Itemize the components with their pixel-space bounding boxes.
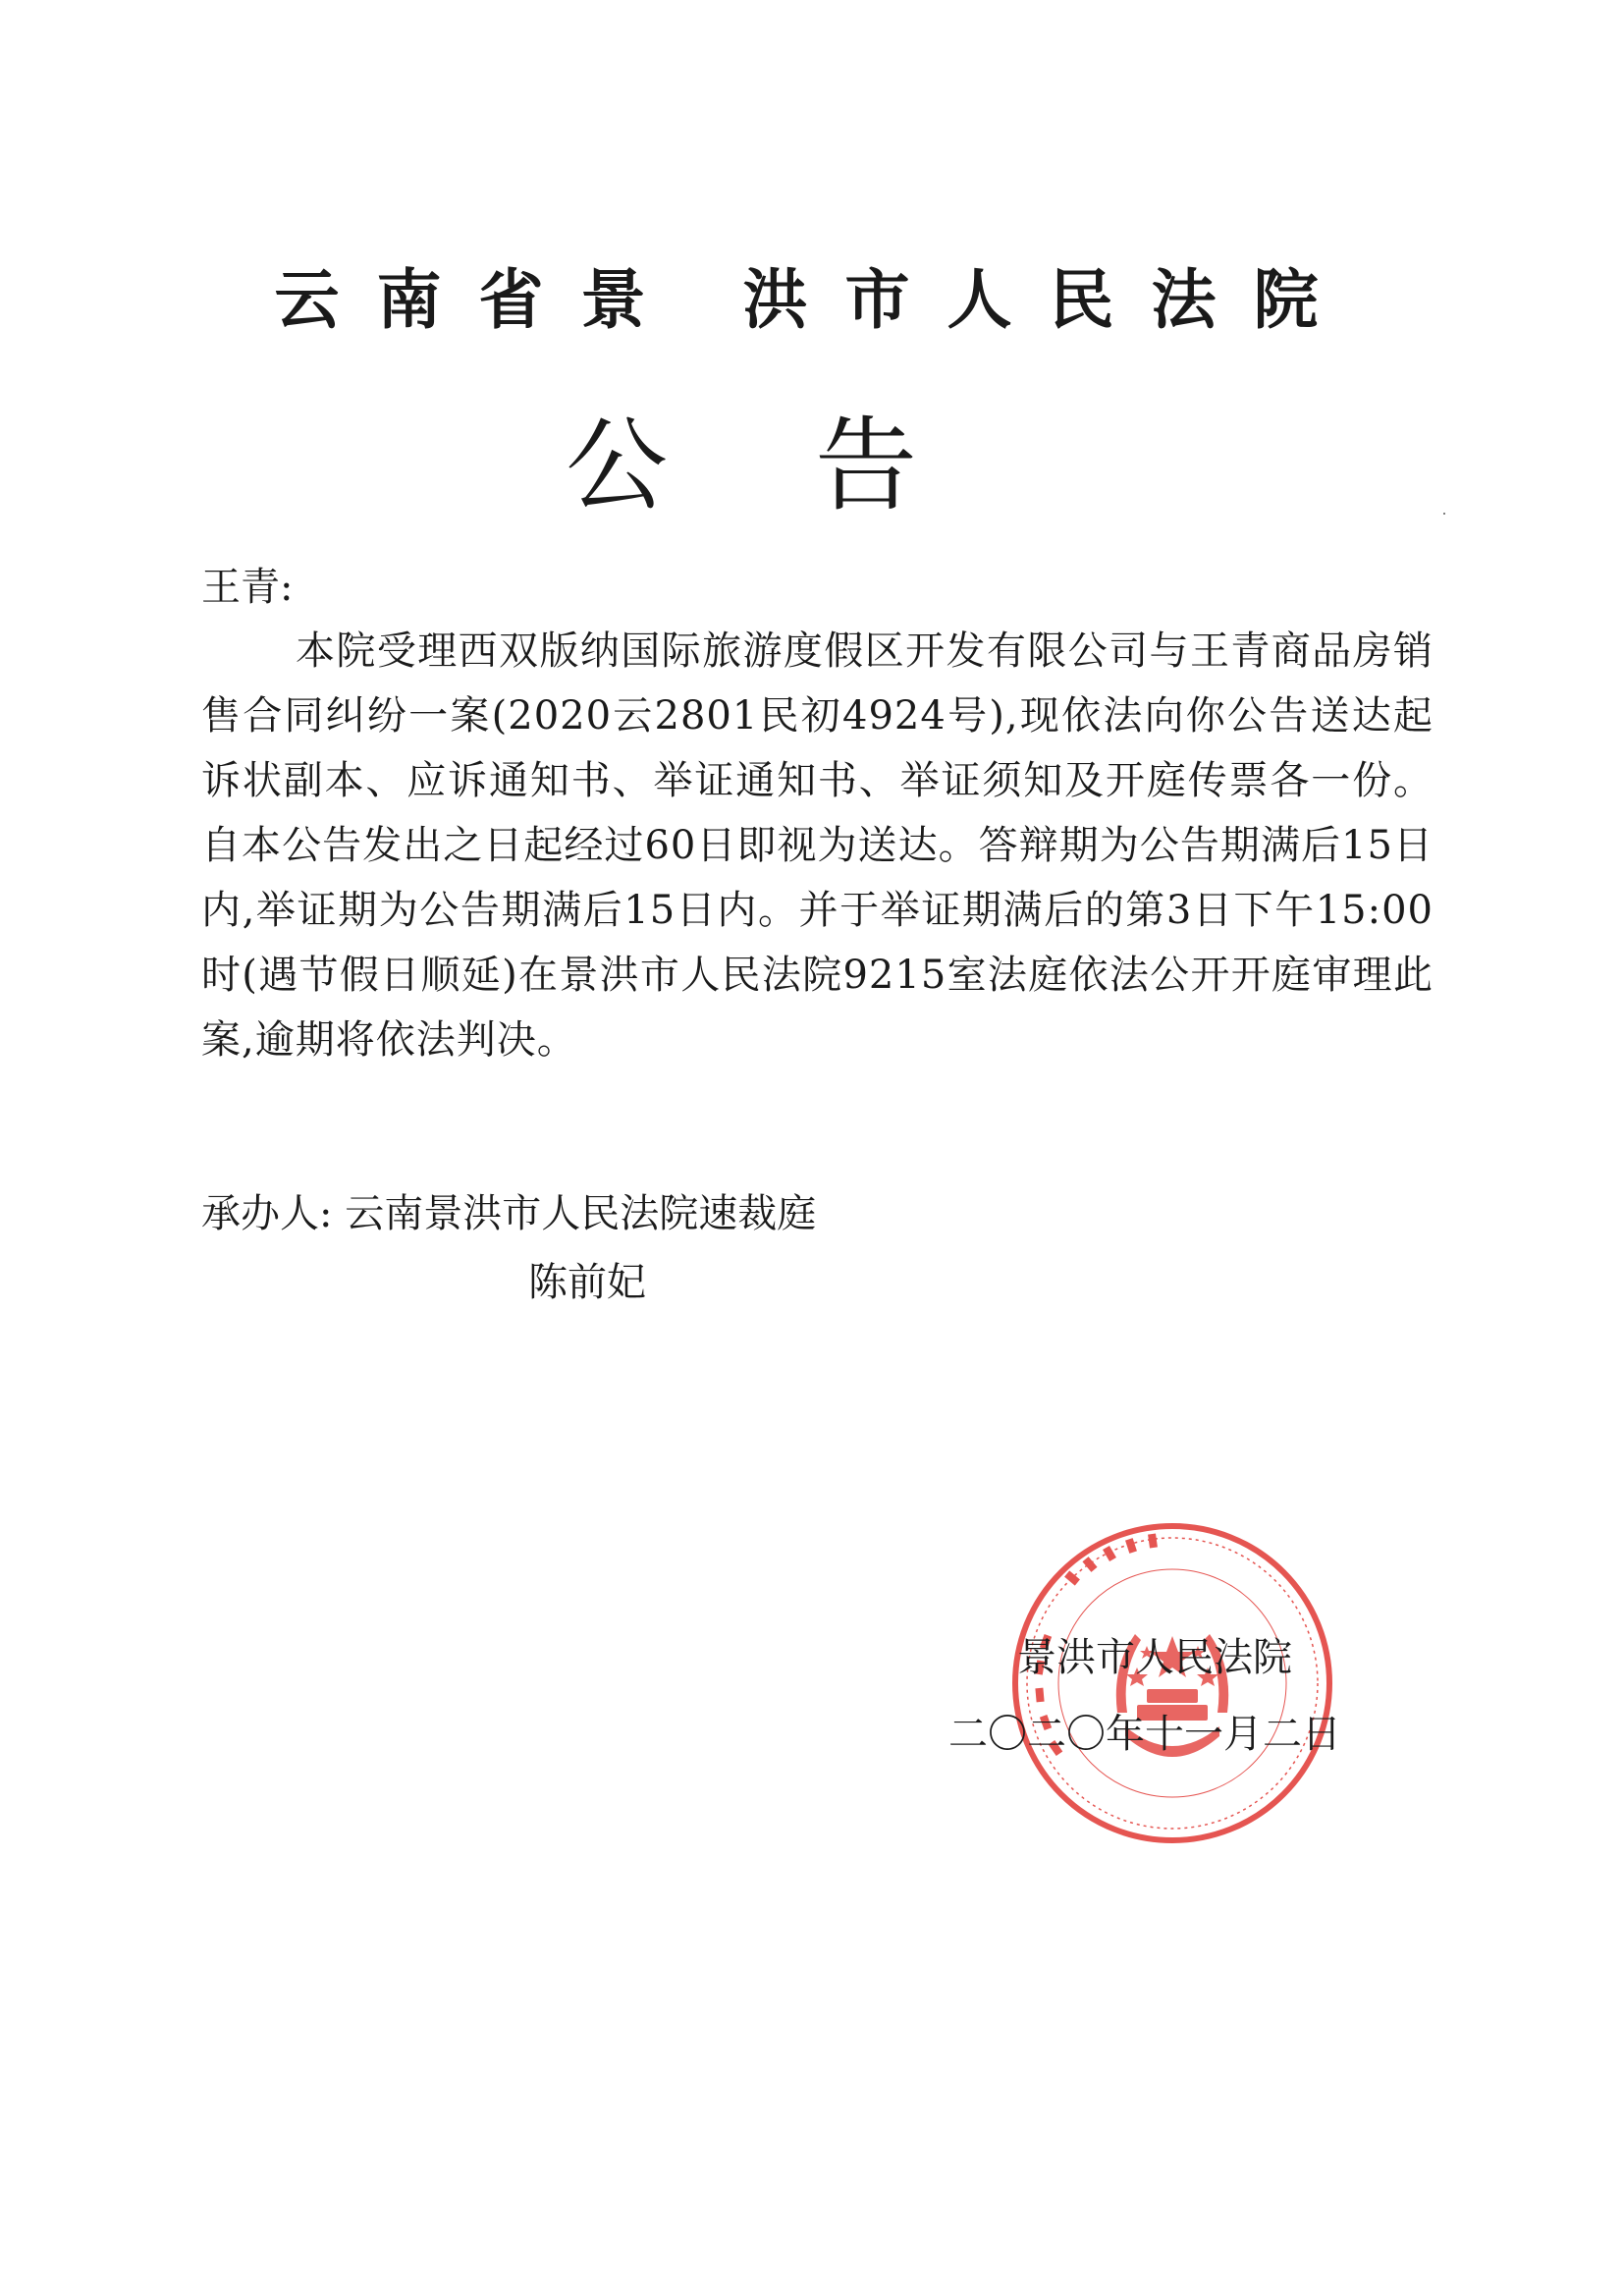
handler-name: 陈前妃	[528, 1260, 646, 1305]
scan-speck	[1443, 513, 1445, 515]
handler-line: 承办人: 云南景洪市人民法院速裁庭	[201, 1191, 817, 1236]
addressee: 王青:	[201, 565, 294, 610]
signing-date: 二〇二〇年十一月二日	[948, 1712, 1341, 1757]
court-name-heading: 云南省景 洪市人民法院	[274, 261, 1356, 338]
signing-court: 景洪市人民法院	[1017, 1635, 1292, 1680]
document-title: 公告	[565, 406, 1064, 525]
notice-body: 本院受理西双版纳国际旅游度假区开发有限公司与王青商品房销售合同纠纷一案(2020云2801民初4924号),现依法向你公告送达起诉状副本、应诉通知书、举证通知书、举证须知及开庭传票各一份。自本公告发出之日起经过60日即视为送达。答辩期为公告期满后15日内,举证期为公告期满后15日内。并于举证期满后的第3日下午15:00时(遇节假日顺延)在景洪市人民法院9215室法庭依法公开开庭审理此案,逾期将依法判决。	[201, 629, 1434, 1063]
court-seal-icon	[1009, 1520, 1335, 1846]
